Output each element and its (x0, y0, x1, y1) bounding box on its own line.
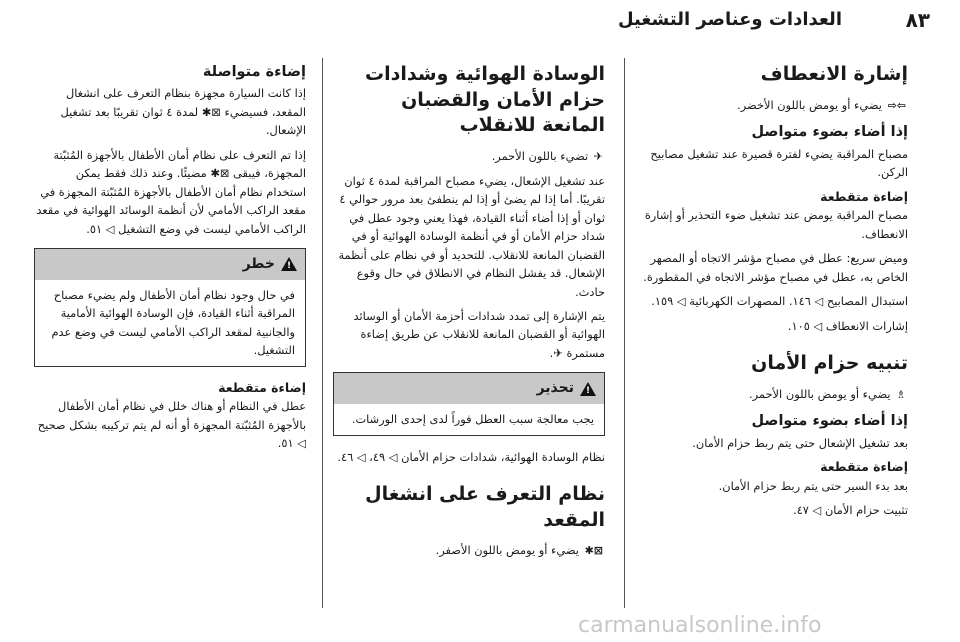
turn-signal-icon: ⇦⇨ (887, 98, 906, 112)
subheading: إذا أضاء بضوء متواصل (751, 124, 908, 141)
paragraph: وميض سريع: عطل في مصباح مؤشر الاتجاه أو المصهر الخاص به، عطل في مصباح مؤشر الاتجاه في المقطورة. (643, 251, 908, 284)
page-number: ٨٣ (905, 8, 930, 32)
warning-title: تحذير (536, 380, 574, 397)
danger-box-header (35, 249, 305, 280)
column-middle (333, 62, 605, 612)
page-header (0, 0, 960, 46)
paragraph: عطل في النظام أو هناك خلل في نظام أمان الأطفال بالأجهزة المُثبّتة المجهزة أو أنه لم يتم تركيبه بشكل صحيح ◁ ٥١. (37, 399, 306, 451)
paragraph: بعد تشغيل الإشعال حتى يتم ربط حزام الأمان. (692, 435, 908, 450)
subheading: إذا أضاء بضوء متواصل (751, 413, 908, 430)
paragraph: إشارات الانعطاف ◁ ١٠٥. (787, 318, 908, 333)
paragraph: إذا كانت السيارة مجهزة بنظام التعرف على انشغال المقعد، فسيضيء ⊠✱ لمدة ٤ ثوان تقريبًا بعد تشغيل الإشعال. (60, 86, 306, 138)
warning-triangle-icon (281, 257, 297, 271)
seatbelt-icon: ♗ (896, 387, 906, 401)
seat-occupancy-icon: ⊠✱ (584, 544, 603, 558)
paragraph: مصباح المراقبة يومض عند تشغيل ضوء التحذير أو إشارة الانعطاف. (644, 208, 908, 241)
section-title-turn-signal: إشارة الانعطاف (760, 63, 908, 85)
column-divider (624, 58, 625, 608)
column-right (636, 62, 908, 612)
warning-box (333, 372, 605, 435)
paragraph: يتم الإشارة إلى تمدد شدادات أحزمة الأمان أو الوسائد الهوائية أو القضبان المانعة للانقلاب عن طريق إضاءة مستمرة ✈. (353, 309, 605, 360)
paragraph: تثبيت حزام الأمان ◁ ٤٧. (793, 503, 908, 518)
watermark: carmanualsonline.info (578, 613, 822, 638)
paragraph: إذا تم التعرف على نظام أمان الأطفال بالأجهزة المُثبّتة المجهزة، فيبقى ⊠✱ مضيئًا. وعند ذلك فقط يمكن استخدام نظام أمان الأطفال بالأجهزة المُثبّتة المجهزة في مقعد الراكب الأمامي لأن أنظمة الوسائد الهوائية في مقعد الراكب الأمامي ليست في وضع التشغيل ◁ ٥١. (36, 147, 306, 236)
section-title-airbag: الوسادة الهوائية وشدادات حزام الأمان والقضبان المانعة للانقلاب (365, 63, 605, 137)
warning-triangle-icon (580, 382, 596, 396)
paragraph: ⊠✱ يضيء أو يومض باللون الأصفر. (333, 541, 605, 560)
danger-title: خطر (242, 256, 275, 273)
paragraph: ✈ تضيء باللون الأحمر. (333, 147, 605, 166)
section-title-seatbelt: تنبيه حزام الأمان (751, 352, 908, 374)
subheading: إضاءة متقطعة (820, 188, 908, 204)
subheading: إضاءة متقطعة (218, 379, 306, 395)
subheading: إضاءة متقطعة (820, 459, 908, 475)
column-left (34, 62, 306, 612)
warning-body: يجب معالجة سبب العطل فوراً لدى إحدى الورشات. (351, 412, 594, 427)
danger-body: في حال وجود نظام أمان الأطفال ولم يضيء مصباح المراقبة أثناء القيادة، فإن الوسادة الهوائية الأمامية والجانبية لمقعد الراكب الأمامي ليست في وضع عدم التشغيل. (51, 287, 295, 358)
paragraph: ♗ يضيء أو يومض باللون الأحمر. (636, 385, 908, 404)
airbag-icon: ✈ (593, 149, 603, 163)
paragraph: نظام الوسادة الهوائية، شدادات حزام الأمان ◁ ٤٩، ◁ ٤٦. (337, 449, 605, 464)
danger-box (34, 248, 306, 367)
warning-box-header (334, 373, 604, 404)
paragraph: مصباح المراقبة يضيء لفترة قصيرة عند تشغيل مصابيح الركن. (650, 146, 908, 180)
paragraph: ⇦⇨ يضيء أو يومض باللون الأخضر. (636, 96, 908, 115)
paragraph: بعد بدء السير حتى يتم ربط حزام الأمان. (718, 478, 908, 493)
column-divider (322, 58, 323, 608)
paragraph: استبدال المصابيح ◁ ١٤٦. المصهرات الكهربائية ◁ ١٥٩. (651, 294, 908, 309)
section-title-seat-occupancy: نظام التعرف على انشغال المقعد (365, 483, 605, 531)
subheading: إضاءة متواصلة (202, 64, 306, 80)
chapter-title: العدادات وعناصر التشغيل (617, 9, 842, 30)
paragraph: عند تشغيل الإشعال، يضيء مصباح المراقبة لمدة ٤ ثوان تقريبًا. أما إذا لم يضئ أو إذا لم ينطفئ بعد مرور حوالي ٤ ثوان أو إذا أضاء أثناء القيادة، فهذا يعني وجود عطل في شداد حزام الأمان أو في أنظمة الوسادة الهوائية أو في القضبان المانعة للانقلاب. للتحديد أو في نظام على أنظمة الإشعال. قد يفشل النظام في الانطلاق في حال وقوع حادث. (338, 173, 605, 299)
